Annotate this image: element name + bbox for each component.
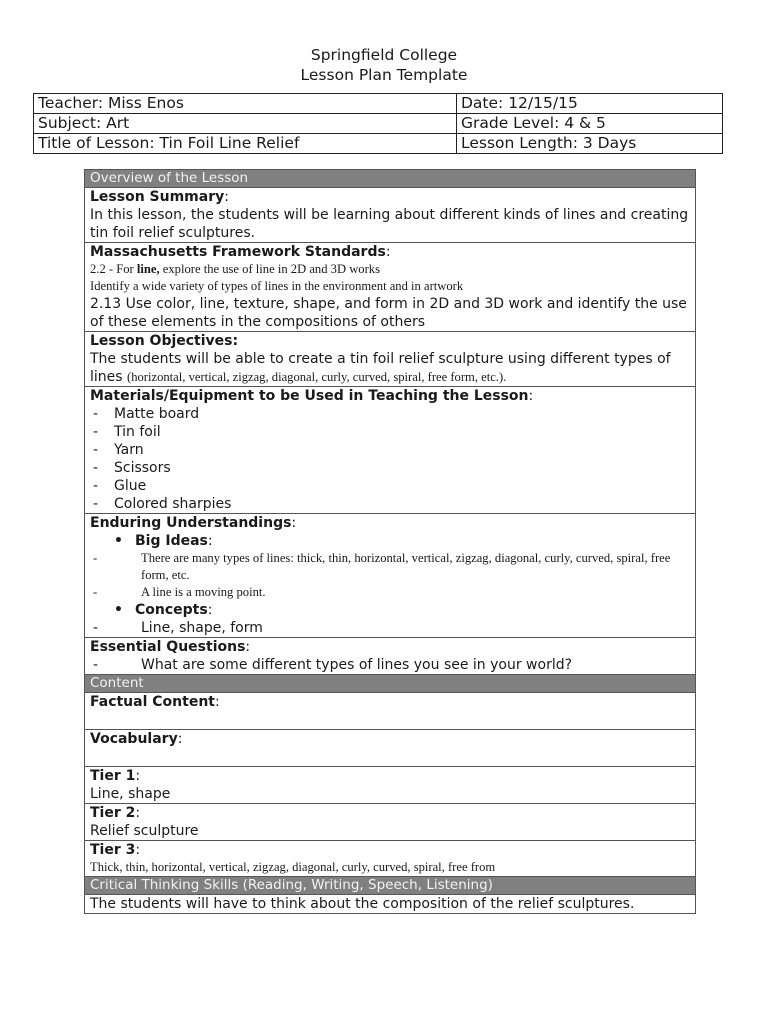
- objectives-text: The students will be able to create a tin foil relief sculpture using different types of lines (horizontal, vertical, zigzag, diagonal, curly, curved, spiral, free form, etc.).: [90, 351, 671, 385]
- table-row: [85, 895, 696, 914]
- table-row: [85, 514, 696, 638]
- list-item: - What are some different types of lines you see in your world?: [90, 656, 695, 674]
- list-item: - Tin foil: [90, 423, 695, 441]
- tier3-label: Tier 3: [90, 842, 136, 858]
- materials-label: Materials/Equipment to be Used in Teaching the Lesson: [90, 388, 529, 404]
- list-item: - There are many types of lines: thick, thin, horizontal, vertical, zigzag, diagonal, curly, curved, spiral, free form, etc.: [90, 550, 695, 584]
- essential-label: Essential Questions: [90, 639, 246, 655]
- list-item: - Glue: [90, 477, 695, 495]
- objectives-cell: [85, 332, 696, 387]
- subject-cell: Subject: Art: [34, 114, 457, 134]
- table-row: [85, 693, 696, 730]
- lesson-info-table: [33, 93, 723, 154]
- tier1-cell: Tier 1: Line, shape: [85, 767, 696, 804]
- summary-label: Lesson Summary: [90, 189, 225, 205]
- concepts-bullet: • Concepts:: [90, 601, 695, 619]
- tier3-cell: Tier 3: Thick, thin, horizontal, vertical, zigzag, diagonal, curly, curved, spiral, free from: [85, 841, 696, 877]
- table-row: [85, 387, 696, 514]
- table-row: [85, 730, 696, 767]
- tier3-text: Thick, thin, horizontal, vertical, zigzag, diagonal, curly, curved, spiral, free from: [90, 860, 496, 874]
- tier2-text: Relief sculpture: [90, 823, 199, 839]
- table-row: [85, 332, 696, 387]
- section-header-critical-thinking: [85, 877, 696, 895]
- enduring-cell: Enduring Understandings: • Big Ideas: - There are many types of lines: thick, thin, horizontal, vertical, zigzag, diagonal, curly, curved, spiral, free form, etc. - A line is a moving point. • Concepts: - Line, shape, form: [85, 514, 696, 638]
- content-heading: Content: [85, 675, 696, 693]
- template-title: Lesson Plan Template: [300, 66, 468, 84]
- materials-cell: Materials/Equipment to be Used in Teaching the Lesson: - Matte board - Tin foil - Yarn - Scissors - Glue - Colored sharpies: [85, 387, 696, 514]
- vocabulary-label: Vocabulary: [90, 731, 178, 747]
- tier2-cell: Tier 2: Relief sculpture: [85, 804, 696, 841]
- lesson-summary-cell: Lesson Summary: In this lesson, the students will be learning about different kinds of lines and creating tin foil relief sculptures.: [85, 188, 696, 243]
- table-row: [85, 804, 696, 841]
- document-header: [0, 45, 768, 85]
- tier2-label: Tier 2: [90, 805, 136, 821]
- summary-text: In this lesson, the students will be learning about different kinds of lines and creating tin foil relief sculptures.: [90, 207, 689, 241]
- table-row: [34, 94, 723, 114]
- table-row: [85, 188, 696, 243]
- tier1-text: Line, shape: [90, 786, 171, 802]
- tier1-label: Tier 1: [90, 768, 136, 784]
- table-row: [34, 134, 723, 154]
- list-item: - Colored sharpies: [90, 495, 695, 513]
- big-ideas-bullet: • Big Ideas:: [90, 532, 695, 550]
- lesson-length-cell: Lesson Length: 3 Days: [457, 134, 723, 154]
- standards-label: Massachusetts Framework Standards: [90, 244, 386, 260]
- section-header-content: [85, 675, 696, 693]
- table-row: [85, 243, 696, 332]
- vocabulary-cell: Vocabulary:: [85, 730, 696, 767]
- table-row: [85, 638, 696, 675]
- list-item: - Line, shape, form: [90, 619, 695, 637]
- critical-heading: Critical Thinking Skills (Reading, Writing, Speech, Listening): [85, 877, 696, 895]
- overview-heading: Overview of the Lesson: [85, 170, 696, 188]
- date-cell: Date: 12/15/15: [457, 94, 723, 114]
- standards-cell: Massachusetts Framework Standards: 2.2 - For line, explore the use of line in 2D and 3D works Identify a wide variety of types of lines in the environment and in artwork 2.13 Use color, line, texture, shape, and form in 2D and 3D work and identify the use of these elements in the compositions of others: [85, 243, 696, 332]
- section-header-overview: [85, 170, 696, 188]
- objectives-label: Lesson Objectives:: [90, 333, 239, 349]
- lesson-title-cell: Title of Lesson: Tin Foil Line Relief: [34, 134, 457, 154]
- table-row: [85, 841, 696, 877]
- factual-cell: Factual Content:: [85, 693, 696, 730]
- factual-label: Factual Content: [90, 694, 215, 710]
- list-item: - Scissors: [90, 459, 695, 477]
- teacher-cell: Teacher: Miss Enos: [34, 94, 457, 114]
- grade-cell: Grade Level: 4 & 5: [457, 114, 723, 134]
- standard-2-13: 2.13 Use color, line, texture, shape, and form in 2D and 3D work and identify the use of these elements in the compositions of others: [90, 296, 687, 330]
- standard-2-2-detail: Identify a wide variety of types of lines in the environment and in artwork: [90, 279, 464, 293]
- enduring-label: Enduring Understandings: [90, 515, 292, 531]
- critical-text: The students will have to think about the composition of the relief sculptures.: [85, 895, 696, 914]
- standard-2-2: 2.2 - For line, explore the use of line in 2D and 3D works: [90, 262, 380, 276]
- list-item: - A line is a moving point.: [90, 584, 695, 601]
- list-item: - Matte board: [90, 405, 695, 423]
- table-row: [34, 114, 723, 134]
- essential-cell: Essential Questions: - What are some different types of lines you see in your world?: [85, 638, 696, 675]
- table-row: [85, 767, 696, 804]
- list-item: - Yarn: [90, 441, 695, 459]
- lesson-plan-table: [84, 169, 696, 914]
- college-name: Springfield College: [310, 46, 458, 64]
